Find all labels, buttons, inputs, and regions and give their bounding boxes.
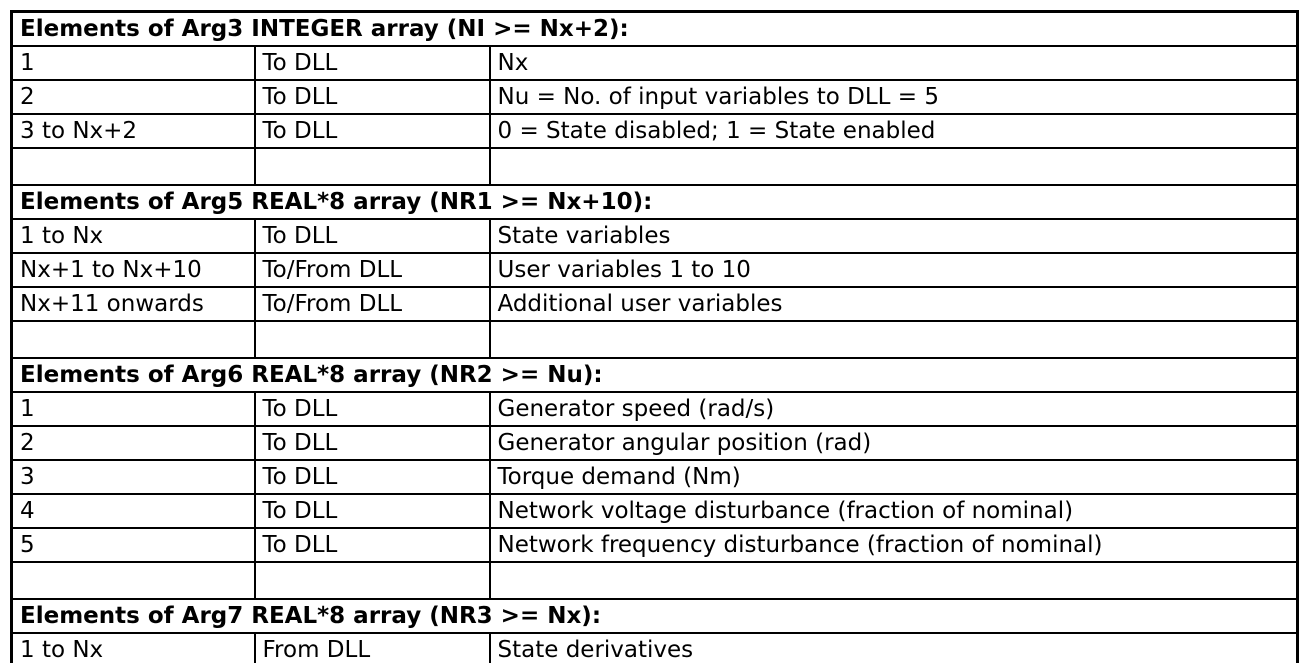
section-header: Elements of Arg3 INTEGER array (NI >= Nx+2): (12, 12, 1298, 47)
element-range-cell: Nx+1 to Nx+10 (12, 253, 255, 287)
table-row (12, 426, 1298, 460)
table-row (12, 80, 1298, 114)
table-row (12, 494, 1298, 528)
table-row (12, 219, 1298, 253)
description-cell: State variables (490, 219, 1298, 253)
direction-cell: To DLL (255, 494, 490, 528)
description-cell (490, 562, 1298, 599)
section-header-row (12, 12, 1298, 47)
element-range-cell: 3 (12, 460, 255, 494)
table-body (12, 12, 1298, 663)
direction-cell (255, 562, 490, 599)
section-header: Elements of Arg5 REAL*8 array (NR1 >= Nx+10): (12, 185, 1298, 219)
dll-interface-spec-table (10, 10, 1299, 663)
direction-cell: To DLL (255, 528, 490, 562)
section-header-row (12, 185, 1298, 219)
element-range-cell: 5 (12, 528, 255, 562)
description-cell: 0 = State disabled; 1 = State enabled (490, 114, 1298, 148)
element-range-cell: 2 (12, 426, 255, 460)
table-row (12, 46, 1298, 80)
table-row (12, 460, 1298, 494)
direction-cell: To DLL (255, 392, 490, 426)
table-row (12, 528, 1298, 562)
element-range-cell (12, 148, 255, 185)
direction-cell: From DLL (255, 633, 490, 663)
direction-cell: To/From DLL (255, 253, 490, 287)
description-cell (490, 321, 1298, 358)
table-row (12, 287, 1298, 321)
description-cell: User variables 1 to 10 (490, 253, 1298, 287)
section-header: Elements of Arg6 REAL*8 array (NR2 >= Nu): (12, 358, 1298, 392)
element-range-cell: 1 to Nx (12, 633, 255, 663)
direction-cell: To DLL (255, 114, 490, 148)
table-row (12, 253, 1298, 287)
direction-cell: To DLL (255, 219, 490, 253)
direction-cell: To DLL (255, 80, 490, 114)
direction-cell (255, 321, 490, 358)
element-range-cell: 4 (12, 494, 255, 528)
description-cell: Nx (490, 46, 1298, 80)
description-cell (490, 148, 1298, 185)
element-range-cell (12, 562, 255, 599)
spacer-row (12, 321, 1298, 358)
section-header: Elements of Arg7 REAL*8 array (NR3 >= Nx): (12, 599, 1298, 633)
description-cell: Network voltage disturbance (fraction of nominal) (490, 494, 1298, 528)
element-range-cell (12, 321, 255, 358)
direction-cell: To DLL (255, 426, 490, 460)
direction-cell: To DLL (255, 46, 490, 80)
element-range-cell: 1 (12, 392, 255, 426)
element-range-cell: 2 (12, 80, 255, 114)
element-range-cell: 3 to Nx+2 (12, 114, 255, 148)
description-cell: Additional user variables (490, 287, 1298, 321)
description-cell: Generator angular position (rad) (490, 426, 1298, 460)
table-row (12, 392, 1298, 426)
element-range-cell: 1 to Nx (12, 219, 255, 253)
table-row (12, 114, 1298, 148)
section-header-row (12, 358, 1298, 392)
direction-cell: To DLL (255, 460, 490, 494)
spacer-row (12, 148, 1298, 185)
spacer-row (12, 562, 1298, 599)
section-header-row (12, 599, 1298, 633)
element-range-cell: Nx+11 onwards (12, 287, 255, 321)
description-cell: Generator speed (rad/s) (490, 392, 1298, 426)
element-range-cell: 1 (12, 46, 255, 80)
table-row (12, 633, 1298, 663)
direction-cell (255, 148, 490, 185)
description-cell: Network frequency disturbance (fraction of nominal) (490, 528, 1298, 562)
direction-cell: To/From DLL (255, 287, 490, 321)
description-cell: Nu = No. of input variables to DLL = 5 (490, 80, 1298, 114)
description-cell: Torque demand (Nm) (490, 460, 1298, 494)
description-cell: State derivatives (490, 633, 1298, 663)
